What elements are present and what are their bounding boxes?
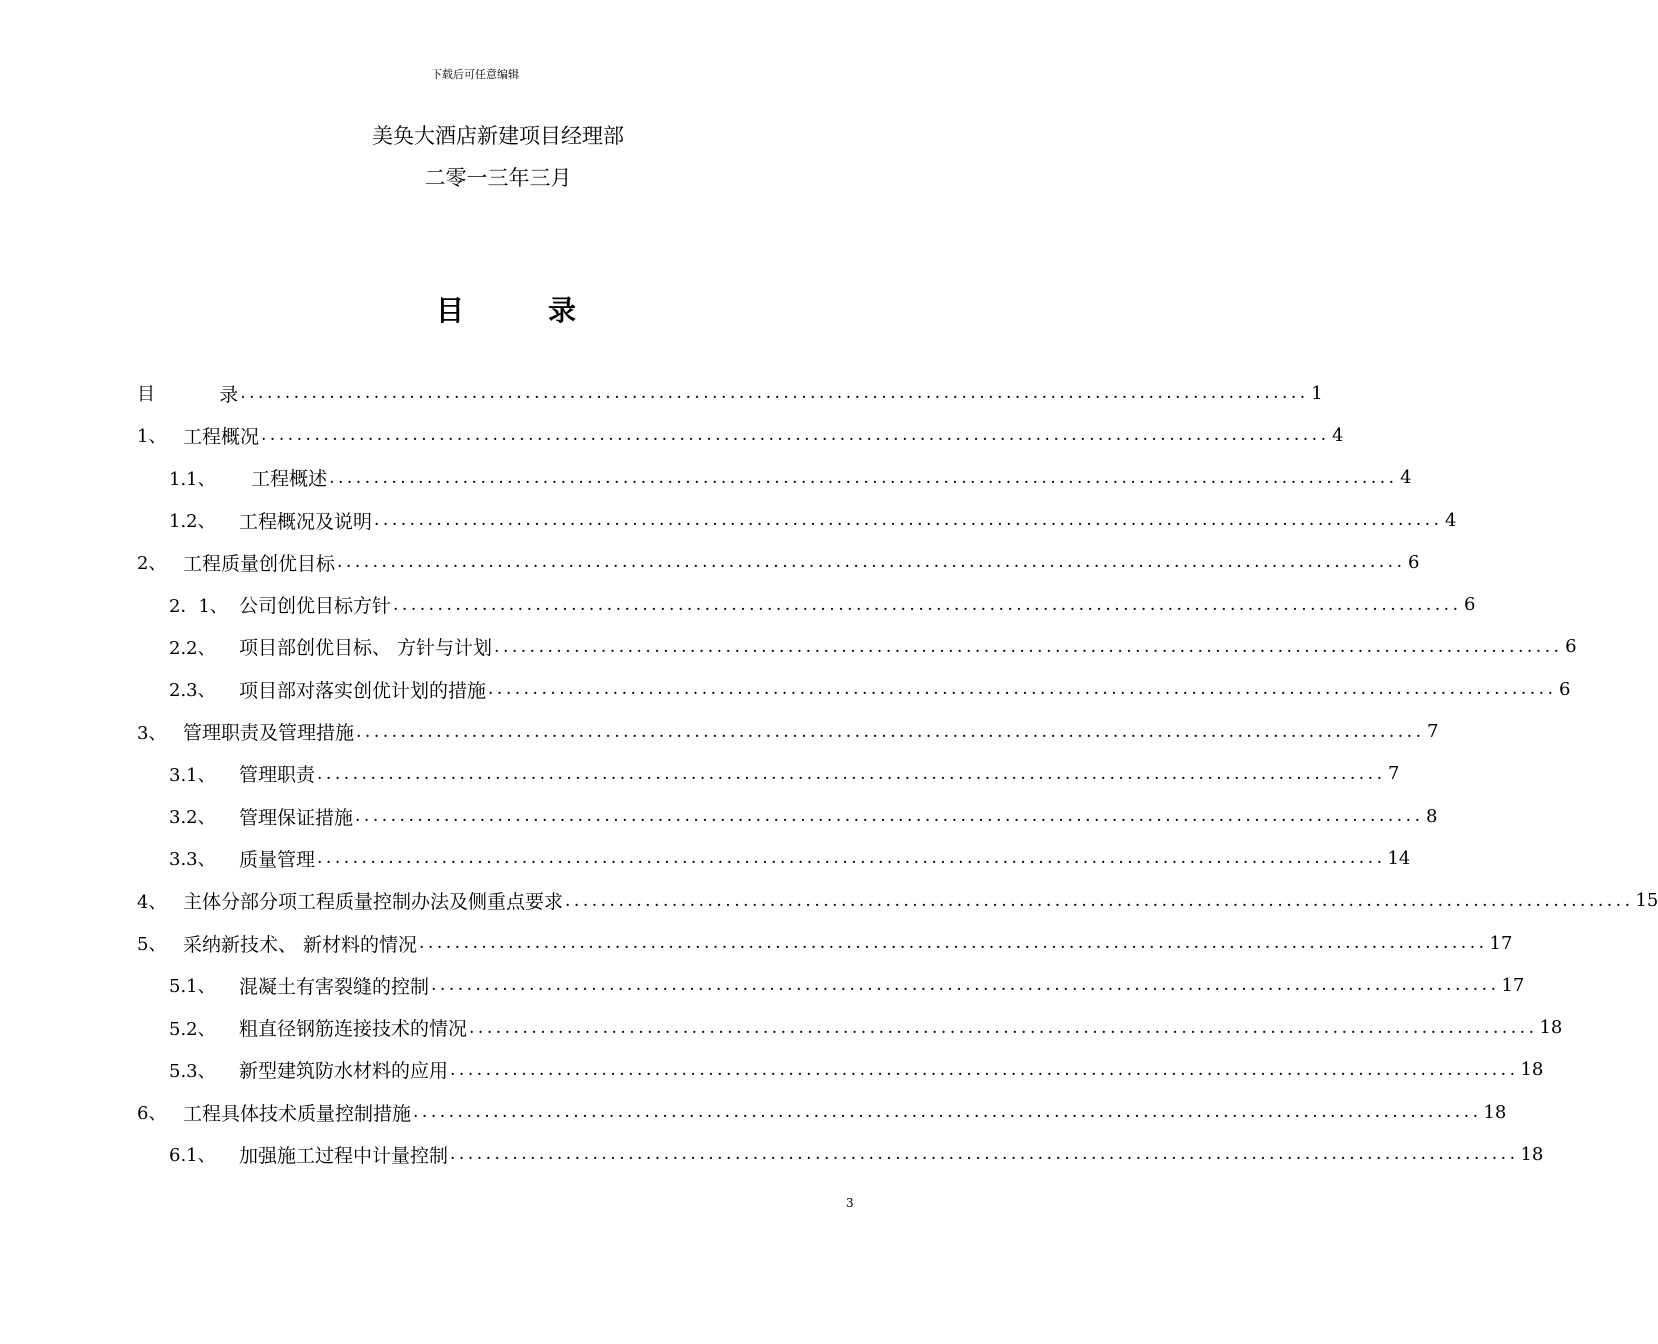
toc-entry-page: 8	[1426, 805, 1438, 827]
toc-entry[interactable]	[137, 922, 1513, 964]
toc-entry-label: 工程概况及说明	[239, 510, 373, 533]
toc-leader-dots: ........................................................................................................................	[431, 975, 1500, 996]
toc-entry-number: 1、	[137, 426, 167, 448]
toc-title	[436, 289, 576, 329]
toc-entry-label: 管理职责	[239, 764, 316, 787]
toc-entry[interactable]	[137, 668, 1571, 710]
toc-entry-label: 工程质量创优目标	[183, 552, 336, 575]
toc-entry[interactable]	[137, 1091, 1507, 1133]
toc-entry-page: 4	[1400, 467, 1412, 489]
toc-entry-label: 工程具体技术质量控制措施	[183, 1102, 412, 1125]
toc-entry-page: 17	[1501, 974, 1525, 996]
toc-entry-page: 7	[1427, 721, 1439, 743]
toc-entry-number: 2．1、	[169, 595, 228, 617]
toc-entry-page: 18	[1520, 1143, 1544, 1165]
org-name: 美奂大酒店新建项目经理部	[372, 124, 624, 148]
toc-entry[interactable]	[137, 880, 1658, 922]
toc-entry-label: 质量管理	[239, 848, 316, 871]
toc-entry-number: 6.1、	[169, 1145, 216, 1167]
toc-entry-page: 6	[1565, 636, 1577, 658]
toc-entry[interactable]	[137, 1006, 1563, 1048]
toc-leader-dots: ........................................................................................................................	[419, 933, 1488, 953]
toc-leader-dots: ........................................................................................................................	[356, 721, 1425, 742]
toc-entry-page: 6	[1408, 551, 1420, 573]
toc-entry-number: 2.3、	[169, 680, 216, 702]
toc-entry-number: 5.1、	[169, 976, 216, 998]
toc-entry[interactable]	[137, 795, 1438, 837]
toc-leader-dots: ........................................................................................................................	[393, 594, 1462, 615]
toc-leader-dots: ........................................................................................................................	[450, 1059, 1519, 1080]
toc-entry-label: 主体分部分项工程质量控制办法及侧重点要求	[183, 891, 564, 914]
toc-entry-page: 1	[1311, 382, 1323, 404]
toc-entry-number: 3、	[137, 722, 167, 744]
toc-entry[interactable]	[137, 541, 1420, 583]
toc-entry-page: 4	[1332, 424, 1344, 446]
toc-entry-number: 目	[137, 384, 155, 406]
toc-entry-label: 录	[183, 383, 239, 406]
toc-entry-page: 6	[1559, 678, 1571, 700]
toc-entry-label: 公司创优目标方针	[239, 595, 392, 618]
toc-entry[interactable]	[137, 626, 1577, 668]
toc-entry-number: 3.2、	[169, 807, 216, 829]
toc-entry-number: 5、	[137, 934, 167, 955]
toc-entry-number: 4、	[137, 891, 167, 913]
toc-entry-number: 1.1、	[169, 468, 216, 490]
toc-leader-dots: ........................................................................................................................	[317, 848, 1386, 869]
toc-entry[interactable]	[137, 964, 1525, 1006]
toc-entry-number: 2.2、	[169, 637, 216, 659]
toc-title-char-2: 录	[547, 294, 576, 327]
toc-entry-number: 1.2、	[169, 511, 216, 533]
toc-entry[interactable]	[137, 1133, 1544, 1175]
toc-entry-number: 5.3、	[169, 1060, 216, 1082]
toc-leader-dots: ........................................................................................................................	[355, 806, 1424, 827]
toc-entry-label: 管理保证措施	[239, 806, 354, 829]
toc-entry-page: 6	[1464, 594, 1476, 616]
toc-leader-dots: ........................................................................................................................	[565, 890, 1634, 911]
toc-leader-dots: ........................................................................................................................	[450, 1144, 1519, 1165]
toc-leader-dots: ........................................................................................................................	[329, 467, 1398, 488]
toc-entry-page: 14	[1387, 847, 1411, 869]
toc-leader-dots: ........................................................................................................................	[337, 552, 1406, 573]
toc-leader-dots: ........................................................................................................................	[488, 679, 1557, 700]
toc-entry-page: 15	[1635, 890, 1658, 912]
toc-entry-number: 5.2、	[169, 1018, 216, 1040]
toc-entry-label: 新型建筑防水材料的应用	[239, 1060, 449, 1083]
toc-entry-page: 7	[1388, 763, 1400, 785]
toc-entry[interactable]	[137, 414, 1344, 456]
toc-entry-page: 18	[1483, 1101, 1507, 1123]
toc-leader-dots: ........................................................................................................................	[240, 383, 1309, 404]
toc-entry-label: 管理职责及管理措施	[183, 722, 355, 745]
toc-entry-page: 17	[1489, 932, 1513, 954]
table-of-contents	[137, 372, 1658, 1176]
toc-entry[interactable]	[137, 837, 1411, 879]
toc-leader-dots: ........................................................................................................................	[413, 1102, 1482, 1123]
toc-entry-label: 采纳新技术、 新材料的情况	[183, 933, 418, 956]
toc-entry[interactable]	[137, 457, 1412, 499]
toc-leader-dots: ........................................................................................................................	[469, 1017, 1538, 1038]
toc-entry[interactable]	[137, 583, 1476, 625]
toc-leader-dots: ........................................................................................................................	[374, 510, 1443, 531]
toc-entry-label: 工程概述	[239, 468, 328, 491]
toc-title-char-1: 目	[436, 294, 465, 327]
toc-entry-number: 6、	[137, 1103, 167, 1125]
toc-entry-number: 3.3、	[169, 849, 216, 871]
toc-leader-dots: ........................................................................................................................	[261, 425, 1330, 446]
toc-entry[interactable]	[137, 499, 1457, 541]
toc-entry-page: 4	[1445, 509, 1457, 531]
toc-entry-number: 2、	[137, 553, 167, 575]
toc-entry-label: 粗直径钢筋连接技术的情况	[239, 1018, 468, 1041]
toc-entry[interactable]	[137, 372, 1323, 414]
toc-entry-label: 加强施工过程中计量控制	[239, 1144, 449, 1167]
toc-entry-number: 3.1、	[169, 764, 216, 786]
toc-entry-label: 项目部创优目标、 方针与计划	[239, 637, 493, 660]
org-date: 二零一三年三月	[424, 166, 572, 190]
toc-leader-dots: ........................................................................................................................	[494, 636, 1563, 657]
toc-entry-page: 18	[1539, 1017, 1563, 1039]
toc-leader-dots: ........................................................................................................................	[317, 763, 1386, 784]
toc-entry[interactable]	[137, 753, 1400, 795]
toc-entry-label: 混凝土有害裂缝的控制	[239, 975, 430, 998]
toc-entry[interactable]	[137, 710, 1439, 752]
page-number: 3	[846, 1196, 854, 1210]
toc-entry-label: 工程概况	[183, 425, 260, 448]
header-note: 下载后可任意编辑	[431, 68, 519, 81]
toc-entry-label: 项目部对落实创优计划的措施	[239, 679, 487, 702]
toc-entry-page: 18	[1520, 1059, 1544, 1081]
toc-entry[interactable]	[137, 1049, 1544, 1091]
